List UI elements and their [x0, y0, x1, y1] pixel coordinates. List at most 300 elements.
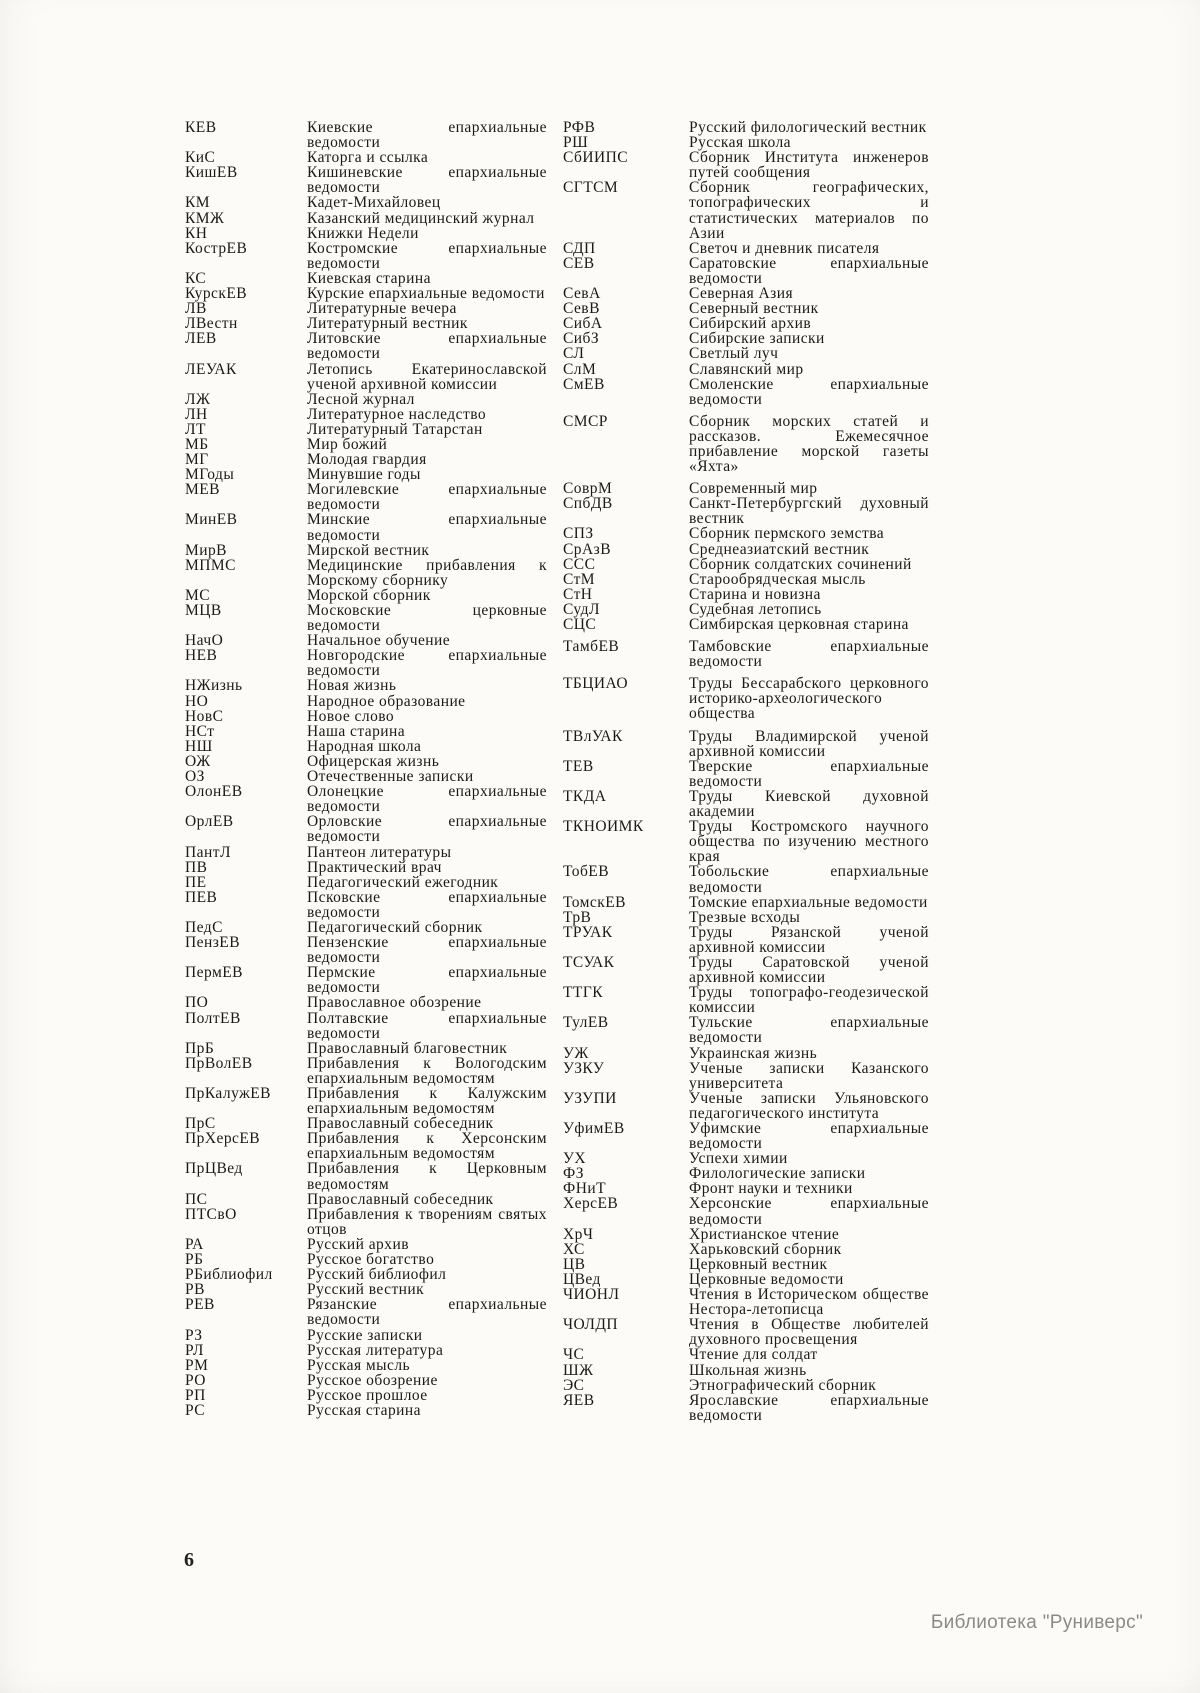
abbrev-entry — [563, 819, 929, 864]
definition: Светлый луч — [689, 345, 779, 363]
definition: Медицинские прибавления к Морскому сборнику — [307, 556, 547, 589]
abbreviation: УЖ — [563, 1044, 589, 1062]
abbreviation: ПрС — [185, 1115, 216, 1133]
abbrev-entry — [185, 512, 547, 542]
definition: Сборник пермского земства — [689, 525, 885, 543]
definition: Успехи химии — [689, 1150, 788, 1168]
definition: Курские епархиальные ведомости — [307, 285, 545, 303]
abbreviation: МС — [185, 586, 211, 604]
definition: Начальное обучение — [307, 632, 451, 650]
abbrev-entry — [185, 1131, 547, 1161]
abbreviation: ТСУАК — [563, 953, 615, 971]
abbrev-entry — [185, 301, 547, 316]
definition: Тобольские епархиальные ведомости — [689, 863, 929, 896]
abbreviation: ОрлЕВ — [185, 813, 234, 831]
abbreviation: СоврМ — [563, 480, 613, 498]
abbrev-entry — [185, 754, 547, 769]
abbreviation: ЛТ — [185, 420, 206, 438]
abbreviation: КН — [185, 224, 208, 242]
abbreviation: ЧС — [563, 1346, 585, 1364]
definition: Труды Киевской духовной академии — [689, 787, 929, 821]
abbrev-entry — [563, 572, 929, 587]
abbreviation: ПО — [185, 994, 209, 1012]
definition: Тамбовские епархиальные ведомости — [689, 638, 929, 671]
abbrev-entry — [563, 346, 929, 361]
abbreviation: ПедС — [185, 918, 223, 936]
definition: Офицерская жизнь — [307, 752, 440, 770]
abbreviation: СмЕВ — [563, 375, 605, 393]
abbreviation: НЖизнь — [185, 677, 243, 695]
definition: Чтения в Обществе любителей духовного просвещения — [689, 1316, 929, 1349]
abbreviation: НСт — [185, 722, 215, 740]
abbrev-entry — [563, 542, 929, 557]
abbrev-entry — [563, 414, 929, 474]
definition: Славянский мир — [689, 360, 804, 378]
abbreviation: МЦВ — [185, 602, 222, 619]
abbreviation: ТомскЕВ — [563, 893, 626, 911]
abbrev-entry — [563, 1196, 929, 1226]
definition: Псковские епархиальные ведомости — [307, 888, 547, 921]
definition: Пантеон литературы — [307, 843, 452, 861]
abbreviation: ПрЦВед — [185, 1160, 243, 1178]
definition: Церковные ведомости — [689, 1270, 844, 1288]
abbrev-entry — [563, 1378, 929, 1393]
abbreviation: СлМ — [563, 360, 597, 378]
abbreviation: ФЗ — [563, 1165, 584, 1183]
abbreviation: КМ — [185, 194, 211, 212]
abbreviation: СрАзВ — [563, 540, 611, 558]
abbreviation: МЕВ — [185, 481, 220, 499]
definition: Русские записки — [307, 1326, 423, 1344]
definition: Сборник солдатских сочинений — [689, 555, 912, 573]
abbrev-entry — [185, 1237, 547, 1252]
definition: Трезвые всходы — [689, 908, 801, 926]
abbrev-entry — [563, 1015, 929, 1045]
abbreviation: ЛВ — [185, 300, 207, 318]
definition: Новгородские епархиальные ведомости — [307, 647, 547, 680]
definition: Отечественные записки — [307, 768, 474, 786]
abbrev-entry — [185, 1011, 547, 1041]
abbrev-entry — [185, 1388, 547, 1403]
abbrev-entry — [563, 676, 929, 721]
abbreviation: РО — [185, 1371, 206, 1389]
abbreviation: ПТСвО — [185, 1205, 237, 1223]
library-watermark: Библиотека "Руниверс" — [930, 1612, 1143, 1633]
abbreviation: ТамбЕВ — [563, 638, 620, 656]
definition: Лесной журнал — [307, 390, 415, 408]
definition: Ярославские епархиальные ведомости — [689, 1391, 929, 1424]
definition: Православный собеседник — [307, 1190, 494, 1208]
definition: Минские епархиальные ведомости — [307, 511, 547, 544]
abbreviation: РЛ — [185, 1341, 204, 1359]
abbrev-entry — [563, 481, 929, 496]
abbreviation: КострЕВ — [185, 239, 248, 257]
abbrev-entry — [563, 180, 929, 240]
abbrev-entry — [563, 1257, 929, 1272]
definition: Чтения в Историческом обществе Нестора-летописца — [689, 1286, 929, 1319]
abbreviation: ПрКалужЕВ — [185, 1085, 271, 1102]
definition: Молодая гвардия — [307, 451, 427, 469]
definition: Морской сборник — [307, 586, 431, 604]
definition: Труды Рязанской ученой архивной комиссии — [689, 923, 929, 956]
abbreviation: РС — [185, 1401, 206, 1419]
abbrev-entry — [185, 875, 547, 890]
definition: Кишиневские епархиальные ведомости — [307, 164, 547, 197]
abbrev-entry — [185, 392, 547, 407]
abbreviation: ПрВолЕВ — [185, 1054, 253, 1072]
definition: Украинская жизнь — [689, 1044, 818, 1062]
abbreviation: ШЖ — [563, 1361, 594, 1379]
abbreviation: ПВ — [185, 858, 208, 876]
abbrev-entry — [185, 482, 547, 512]
abbreviation: ЯЕВ — [563, 1391, 595, 1409]
abbrev-entry — [185, 709, 547, 724]
abbreviation: МБ — [185, 435, 209, 453]
abbrev-entry — [185, 678, 547, 693]
abbreviation: ПрХерсЕВ — [185, 1130, 261, 1148]
abbreviation: РП — [185, 1386, 206, 1404]
abbrev-entry — [563, 1121, 929, 1151]
abbrev-entry — [185, 588, 547, 603]
abbrev-entry — [185, 1343, 547, 1358]
definition: Педагогический ежегодник — [307, 873, 499, 891]
abbreviation: СДП — [563, 239, 596, 257]
definition: Летопись Екатеринославской ученой архивной комиссии — [307, 360, 547, 393]
abbrev-entry — [563, 362, 929, 377]
abbreviation: ТулЕВ — [563, 1014, 609, 1032]
abbreviation: ХерсЕВ — [563, 1195, 619, 1213]
abbrev-entry — [563, 1363, 929, 1378]
definition: Русский вестник — [307, 1281, 425, 1299]
definition: Сборник Института инженеров путей сообщения — [689, 149, 929, 182]
definition: Саратовские епархиальные ведомости — [689, 254, 929, 287]
abbrev-entry — [185, 1267, 547, 1282]
definition: Русская старина — [307, 1401, 422, 1419]
abbrev-entry — [563, 331, 929, 346]
definition: Могилевские епархиальные ведомости — [307, 481, 547, 514]
definition: Новая жизнь — [307, 677, 397, 695]
abbreviation: ОЗ — [185, 768, 205, 786]
abbrev-entry — [185, 1358, 547, 1373]
abbrev-entry — [185, 150, 547, 165]
abbreviation: НачО — [185, 632, 224, 650]
abbreviation: КиС — [185, 149, 216, 167]
abbreviation: РШ — [563, 134, 589, 152]
definition: Старообрядческая мысль — [689, 570, 866, 588]
abbreviation: СПЗ — [563, 525, 594, 543]
abbrev-entry — [185, 1041, 547, 1056]
definition: Пензенские епархиальные ведомости — [307, 934, 547, 967]
abbrev-entry — [185, 211, 547, 226]
abbrev-entry — [563, 557, 929, 572]
definition: Русское обозрение — [307, 1371, 438, 1389]
definition: Этнографический сборник — [689, 1376, 877, 1394]
abbreviation: ЛЕВ — [185, 330, 217, 348]
abbrev-entry — [185, 316, 547, 331]
definition: Литературный вестник — [307, 315, 468, 333]
abbreviation: ПантЛ — [185, 843, 231, 861]
abbreviation: СбИИПС — [563, 149, 629, 167]
abbrev-entry — [185, 1252, 547, 1267]
abbrev-entry — [185, 1297, 547, 1327]
abbrev-entry — [185, 120, 547, 150]
definition: Литературное наследство — [307, 405, 487, 423]
abbreviation: РВ — [185, 1281, 205, 1299]
abbrev-entry — [563, 910, 929, 925]
definition: Тверские епархиальные ведомости — [689, 757, 929, 790]
page-number: 6 — [184, 1549, 195, 1571]
abbrev-entry — [563, 729, 929, 759]
abbreviation: НШ — [185, 737, 213, 755]
definition: Симбирская церковная старина — [689, 616, 909, 633]
definition: Ученые записки Ульяновского педагогического института — [689, 1089, 929, 1122]
abbreviation-list — [185, 120, 929, 1423]
abbreviation: УЗУПИ — [563, 1089, 617, 1107]
abbrev-entry — [563, 925, 929, 955]
abbrev-entry — [185, 165, 547, 195]
abbrev-entry — [185, 331, 547, 361]
abbrev-entry — [185, 860, 547, 875]
abbreviation: РФВ — [563, 119, 596, 136]
abbrev-entry — [563, 1151, 929, 1166]
abbreviation: СГТСМ — [563, 179, 619, 197]
abbrev-entry — [185, 739, 547, 754]
abbrev-entry — [185, 845, 547, 860]
abbrev-entry — [563, 256, 929, 286]
abbrev-entry — [185, 362, 547, 392]
definition: Киевская старина — [307, 269, 431, 287]
abbrev-entry — [185, 1373, 547, 1388]
abbreviation: ЛН — [185, 405, 208, 423]
abbreviation: РБ — [185, 1251, 204, 1269]
abbrev-entry — [563, 316, 929, 331]
definition: Северный вестник — [689, 300, 819, 318]
definition: Труды топографо-геодезической комиссии — [689, 984, 929, 1017]
abbrev-entry — [563, 1091, 929, 1121]
definition: Православный собеседник — [307, 1115, 494, 1133]
abbreviation: РЗ — [185, 1326, 203, 1344]
definition: Чтение для солдат — [689, 1346, 818, 1364]
abbreviation: ССС — [563, 555, 596, 573]
definition: Христианское чтение — [689, 1225, 840, 1243]
abbreviation: КишЕВ — [185, 164, 238, 182]
abbrev-entry — [563, 602, 929, 617]
definition: Книжки Недели — [307, 224, 419, 242]
abbreviation: ПЕВ — [185, 888, 218, 906]
definition: Сборник морских статей и рассказов. Ежемесячное прибавление морской газеты «Яхта» — [689, 412, 929, 476]
abbreviation: ПрБ — [185, 1039, 215, 1057]
abbrev-entry — [185, 543, 547, 558]
definition: Труды Владимирской ученой архивной комиссии — [689, 727, 929, 760]
abbrev-entry — [185, 724, 547, 739]
abbrev-entry — [185, 784, 547, 814]
abbrev-entry — [185, 1328, 547, 1343]
abbreviation: ХС — [563, 1240, 585, 1258]
abbrev-entry — [185, 890, 547, 920]
definition: Литературный Татарстан — [307, 420, 483, 438]
abbrev-entry — [185, 694, 547, 709]
definition: Русская школа — [689, 134, 791, 152]
definition: Фронт науки и техники — [689, 1180, 853, 1198]
abbrev-entry — [185, 920, 547, 935]
abbreviation: ОлонЕВ — [185, 783, 243, 801]
abbreviation: ПензЕВ — [185, 934, 240, 952]
abbreviation: СЦС — [563, 616, 597, 633]
definition: Светоч и дневник писателя — [689, 239, 880, 257]
abbrev-entry — [185, 195, 547, 210]
definition: Православный благовестник — [307, 1039, 508, 1057]
definition: Прибавления к Вологодским епархиальным ведомостям — [307, 1054, 547, 1087]
abbrev-entry — [563, 759, 929, 789]
abbreviation: КурскЕВ — [185, 285, 248, 303]
abbrev-entry — [563, 1287, 929, 1317]
abbreviation: МинЕВ — [185, 511, 238, 529]
abbrev-entry — [185, 241, 547, 271]
definition: Херсонские епархиальные ведомости — [689, 1195, 929, 1228]
abbrev-entry — [185, 1161, 547, 1191]
definition: Судебная летопись — [689, 600, 822, 618]
definition: Педагогический сборник — [307, 918, 483, 936]
abbrev-entry — [185, 271, 547, 286]
definition: Русский архив — [307, 1235, 409, 1253]
abbreviation: СудЛ — [563, 600, 600, 618]
definition: Школьная жизнь — [689, 1361, 807, 1379]
abbreviation: ПермЕВ — [185, 964, 243, 982]
definition: Народное образование — [307, 692, 466, 710]
abbrev-entry — [563, 955, 929, 985]
abbrev-entry — [563, 1046, 929, 1061]
definition: Труды Костромского научного общества по изучению местного края — [689, 818, 929, 866]
definition: Труды Бессарабского церковного историко-археологического общества — [689, 675, 929, 723]
abbrev-entry — [185, 407, 547, 422]
abbrev-entry — [563, 377, 929, 407]
abbrev-column-right — [563, 120, 929, 1423]
abbrev-entry — [563, 1227, 929, 1242]
abbrev-entry — [563, 496, 929, 526]
abbreviation: МирВ — [185, 541, 227, 559]
abbrev-entry — [563, 301, 929, 316]
definition: Прибавления к Херсонским епархиальным ведомостям — [307, 1130, 547, 1163]
definition: Русское богатство — [307, 1251, 435, 1269]
abbreviation: УфимЕВ — [563, 1120, 625, 1137]
abbreviation: ПолтЕВ — [185, 1009, 241, 1027]
abbreviation: СевВ — [563, 300, 600, 318]
abbrev-entry — [185, 1086, 547, 1116]
definition: Наша старина — [307, 722, 406, 740]
abbreviation: РМ — [185, 1356, 209, 1374]
abbreviation: ТРУАК — [563, 923, 613, 941]
definition: Церковный вестник — [689, 1255, 828, 1273]
abbreviation: СЛ — [563, 345, 585, 363]
abbreviation: ТКНОИМК — [563, 818, 644, 836]
abbrev-entry — [185, 769, 547, 784]
abbrev-entry — [563, 864, 929, 894]
abbrev-entry — [563, 1181, 929, 1196]
definition: Кадет-Михайловец — [307, 194, 441, 212]
abbrev-entry — [185, 1192, 547, 1207]
abbrev-entry — [185, 633, 547, 648]
definition: Пермские епархиальные ведомости — [307, 964, 547, 997]
abbrev-entry — [185, 452, 547, 467]
abbreviation: УЗКУ — [563, 1059, 605, 1077]
definition: Орловские епархиальные ведомости — [307, 813, 547, 846]
abbreviation: РЕВ — [185, 1296, 215, 1314]
abbreviation: ЛВестн — [185, 315, 238, 333]
abbrev-column-left — [185, 120, 547, 1423]
abbrev-entry — [185, 965, 547, 995]
abbreviation: ЧОЛДП — [563, 1316, 619, 1334]
abbrev-entry — [185, 603, 547, 633]
definition: Томские епархиальные ведомости — [689, 893, 928, 911]
definition: Ученые записки Казанского университета — [689, 1059, 929, 1092]
abbreviation: ФНиТ — [563, 1180, 607, 1198]
definition: Прибавления к Калужским епархиальным ведомостям — [307, 1085, 547, 1118]
definition: Уфимские епархиальные ведомости — [689, 1120, 929, 1153]
abbreviation: НО — [185, 692, 209, 710]
abbrev-entry — [185, 1282, 547, 1297]
abbreviation: ПС — [185, 1190, 208, 1208]
abbrev-entry — [563, 286, 929, 301]
definition: Литературные вечера — [307, 300, 457, 318]
definition: Прибавления к Церковным ведомостям — [307, 1160, 547, 1193]
definition: Современный мир — [689, 480, 818, 498]
abbreviation: НЕВ — [185, 647, 218, 665]
definition: Прибавления к творениям святых отцов — [307, 1205, 547, 1238]
abbreviation: ЛЖ — [185, 390, 211, 408]
definition: Русский библиофил — [307, 1266, 447, 1284]
abbrev-entry — [185, 1403, 547, 1418]
definition: Труды Саратовской ученой архивной комиссии — [689, 953, 929, 987]
abbreviation: ТВлУАК — [563, 727, 623, 745]
definition: Сборник географических, топографических и статистических материалов по Азии — [689, 179, 929, 242]
abbreviation: СевА — [563, 285, 601, 303]
definition: Каторга и ссылка — [307, 149, 429, 167]
abbreviation: РА — [185, 1235, 204, 1253]
abbreviation: СтМ — [563, 570, 596, 588]
definition: Казанский медицинский журнал — [307, 209, 535, 227]
abbrev-entry — [563, 1166, 929, 1181]
abbrev-entry — [185, 467, 547, 482]
abbreviation: ЧИОНЛ — [563, 1286, 620, 1304]
definition: Харьковский сборник — [689, 1240, 842, 1258]
definition: Мирской вестник — [307, 541, 430, 559]
abbrev-entry — [185, 226, 547, 241]
abbrev-entry — [563, 241, 929, 256]
abbreviation: СтН — [563, 585, 593, 603]
definition: Рязанские епархиальные ведомости — [307, 1296, 547, 1329]
definition: Киевские епархиальные ведомости — [307, 119, 547, 152]
definition: Смоленские епархиальные ведомости — [689, 375, 929, 408]
definition: Русская мысль — [307, 1356, 411, 1374]
abbrev-entry — [185, 437, 547, 452]
abbreviation: ОЖ — [185, 752, 211, 770]
abbreviation: УХ — [563, 1150, 587, 1168]
definition: Сибирский архив — [689, 315, 812, 333]
definition: Практический врач — [307, 858, 442, 876]
abbrev-entry — [563, 789, 929, 819]
abbrev-entry — [563, 526, 929, 541]
abbreviation: СЕВ — [563, 254, 595, 272]
abbreviation: ЦВед — [563, 1270, 601, 1288]
abbreviation: ЭС — [563, 1376, 585, 1394]
abbreviation: ТКДА — [563, 787, 607, 805]
abbrev-entry — [563, 1272, 929, 1287]
definition: Русское прошлое — [307, 1386, 428, 1404]
definition: Среднеазиатский вестник — [689, 540, 870, 558]
definition: Литовские епархиальные ведомости — [307, 330, 547, 363]
abbrev-entry — [185, 648, 547, 678]
abbreviation: МПМС — [185, 556, 236, 574]
